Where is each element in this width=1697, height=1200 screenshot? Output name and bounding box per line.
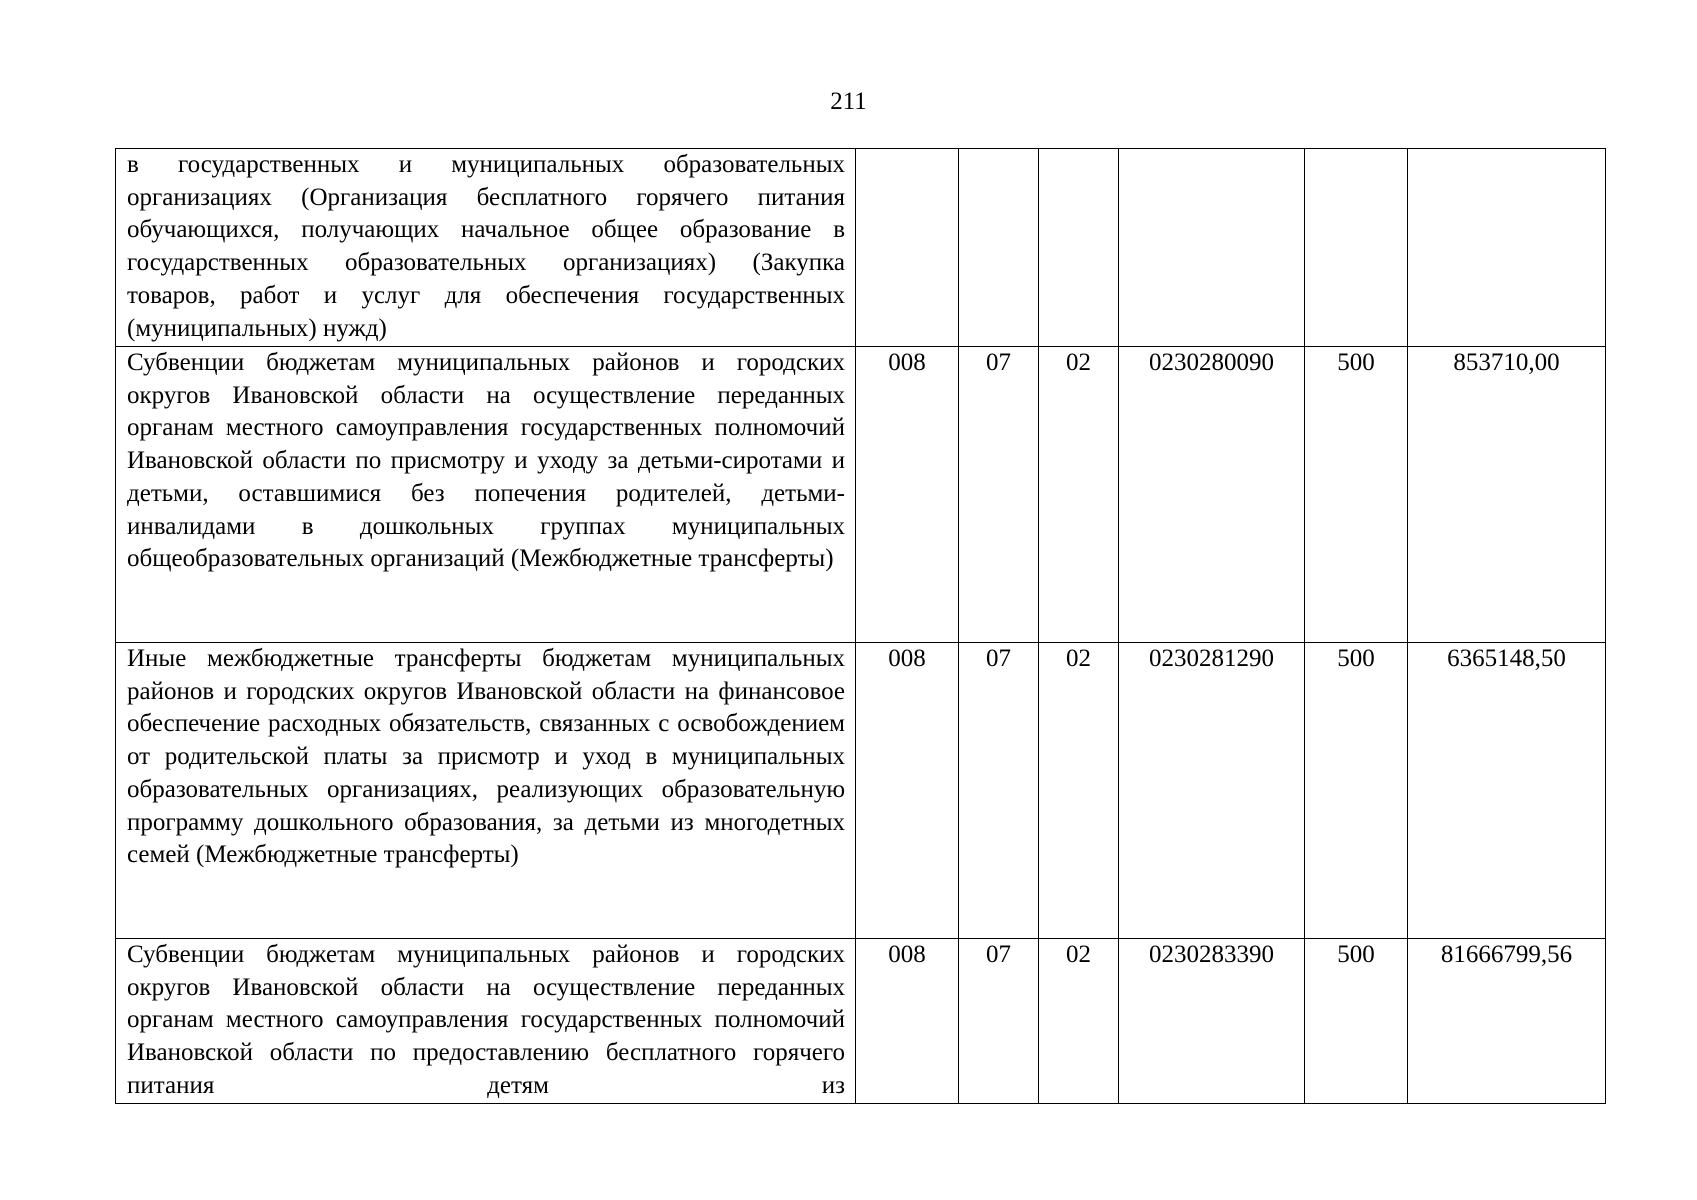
ministry-code-cell: 008 [856,347,959,643]
table-row [116,347,1606,643]
amount-cell: 853710,00 [1408,347,1606,643]
expense-type-cell: 500 [1305,643,1408,939]
amount-cell [1408,149,1606,347]
subsection-code-cell [1039,149,1119,347]
expense-type-cell: 500 [1305,347,1408,643]
table-row [116,939,1606,1104]
target-article-cell: 0230280090 [1119,347,1305,643]
subsection-code-cell: 02 [1039,643,1119,939]
target-article-cell: 0230283390 [1119,939,1305,1104]
ministry-code-cell [856,149,959,347]
subsection-code-cell: 02 [1039,939,1119,1104]
target-article-cell: 0230281290 [1119,643,1305,939]
amount-cell: 81666799,56 [1408,939,1606,1104]
subsection-code-cell: 02 [1039,347,1119,643]
table-row [116,149,1606,347]
row-description: Иные межбюджетные трансферты бюджетам муниципальных районов и городских округов Ивановской области на финансовое обеспечение расходных обязательств, связанных с освобождением от родительской платы за присмотр и уход в муниципальных образовательных организациях, реализующих образовательную программу дошкольного образования, за детьми из многодетных семей (Межбюджетные трансферты) [116,643,856,939]
amount-cell: 6365148,50 [1408,643,1606,939]
ministry-code-cell: 008 [856,643,959,939]
section-code-cell [959,149,1039,347]
section-code-cell: 07 [959,939,1039,1104]
row-description: в государственных и муниципальных образовательных организациях (Организация бесплатного горячего питания обучающихся, получающих начальное общее образование в государственных образовательных организациях) (Закупка товаров, работ и услуг для обеспечения государственных (муниципальных) нужд) [116,149,856,347]
expense-type-cell [1305,149,1408,347]
target-article-cell [1119,149,1305,347]
row-description: Субвенции бюджетам муниципальных районов и городских округов Ивановской области на осуществление переданных органам местного самоуправления государственных полномочий Ивановской области по предоставлению бесплатного горячего питания детям из [116,939,856,1104]
row-description: Субвенции бюджетам муниципальных районов и городских округов Ивановской области на осуществление переданных органам местного самоуправления государственных полномочий Ивановской области по присмотру и уходу за детьми-сиротами и детьми, оставшимися без попечения родителей, детьми-инвалидами в дошкольных группах муниципальных общеобразовательных организаций (Межбюджетные трансферты) [116,347,856,643]
ministry-code-cell: 008 [856,939,959,1104]
section-code-cell: 07 [959,347,1039,643]
budget-table [115,148,1606,1104]
table-row [116,643,1606,939]
page-number: 211 [830,88,867,115]
expense-type-cell: 500 [1305,939,1408,1104]
section-code-cell: 07 [959,643,1039,939]
